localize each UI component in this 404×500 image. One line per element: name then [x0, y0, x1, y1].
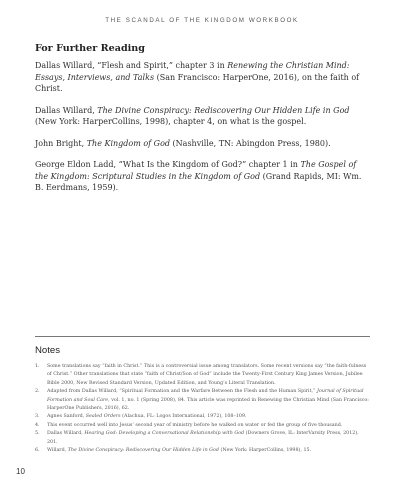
note-item [35, 363, 370, 388]
note-item [35, 422, 370, 430]
reference-text: (San Francisco: HarperOne, 2016), on the faith of Christ. [35, 72, 360, 94]
note-title: Sealed Orders [85, 414, 121, 420]
note-item [35, 447, 370, 455]
note-number: 3. [35, 414, 40, 420]
note-text [47, 413, 370, 421]
reference-title: The Divine Conspiracy: Rediscovering Our Hidden Life in God [97, 105, 350, 115]
note-text-part: Dallas Willard, [47, 431, 85, 437]
note-text-part: This event occurred well into Jesus’ second year of ministry before he walked on water or fed the group of five thousand. [47, 422, 343, 428]
reference-item [35, 60, 370, 95]
note-title: Hearing God: Developing a Conversational Relationship with God [84, 431, 245, 437]
note-text-part: Adapted from Dallas Willard, “Spiritual Formation and the Warfare Between the Flesh and the Human Spirit,” [47, 389, 318, 395]
reference-text: (Nashville, TN: Abingdon Press, 1980). [170, 138, 331, 148]
note-text [47, 430, 370, 447]
reference-item [35, 105, 370, 128]
note-item [35, 430, 370, 447]
note-title: The Divine Conspiracy: Rediscovering Our Hidden Life in God [67, 448, 219, 454]
reference-title: The Gospel of the Kingdom: Scriptural Studies in the Kingdom of God [35, 159, 357, 181]
reference-text: Dallas Willard, “Flesh and Spirit,” chapter 3 in [35, 61, 228, 70]
note-number: 2. [35, 389, 40, 395]
note-title: Journal of Spiritual Formation and Soul Care [47, 389, 364, 403]
note-text-part: (Alachua, FL: Logos International, 1972), 108–109. [120, 414, 247, 420]
further-reading-title: For Further Reading [35, 43, 145, 54]
running-head: THE SCANDAL OF THE KINGDOM WORKBOOK [105, 17, 299, 24]
notes-title: Notes [35, 345, 61, 356]
notes-list [35, 363, 370, 455]
note-text-part: Agnes Sanford, [47, 414, 86, 420]
reference-item [35, 159, 370, 194]
note-text-part: Willard, [47, 448, 68, 454]
note-text-part: , vol. 1, no. 1 (Spring 2008), 84. This article was reprinted in Renewing the Christian Mind (San Francisco: HarperOne Publishers, 2016), 62. [47, 397, 369, 412]
reference-item [35, 138, 370, 150]
note-text [47, 388, 370, 413]
reference-text: Dallas Willard, [35, 105, 98, 115]
note-number: 1. [35, 364, 40, 369]
reference-title: Renewing the Christian Mind: Essays, Interviews, and Talks [35, 61, 350, 82]
note-item [35, 388, 370, 413]
note-text-part: (Downers Grove, IL: InterVarsity Press, 2012), 201. [47, 431, 359, 445]
note-text [47, 422, 370, 430]
note-text [47, 363, 370, 388]
reference-text: (Grand Rapids, MI: Wm. B. Eerdmans, 1959). [35, 171, 362, 193]
reference-text: George Eldon Ladd, “What Is the Kingdom of God?” chapter 1 in [35, 159, 301, 169]
reference-text: John Bright, [35, 138, 87, 148]
note-text [47, 447, 370, 455]
reference-text: (New York: HarperCollins, 1998), chapter 4, on what is the gospel. [35, 117, 307, 127]
note-number: 4. [35, 422, 40, 428]
further-reading-list [35, 60, 370, 204]
note-number: 5. [35, 431, 40, 437]
note-text-part: Some translations say “faith in Christ.” This is a controversial issue among translators. Some recent versions say “the faith-fulness of Christ.” Other translations that state “faith of Christ/Son of God” include the Twenty-First Century King James Version, Jubilee Bible 2000, New Revised Standard Version, Updated Edition, and Young’s Literal Translation. [47, 364, 367, 386]
reference-title: The Kingdom of God [86, 138, 171, 148]
note-number: 6. [35, 448, 40, 454]
notes-divider [35, 336, 370, 337]
note-item [35, 413, 370, 421]
note-text-part: (New York: HarperCollins, 1998), 15. [218, 448, 312, 454]
page-number: 10 [16, 467, 25, 476]
